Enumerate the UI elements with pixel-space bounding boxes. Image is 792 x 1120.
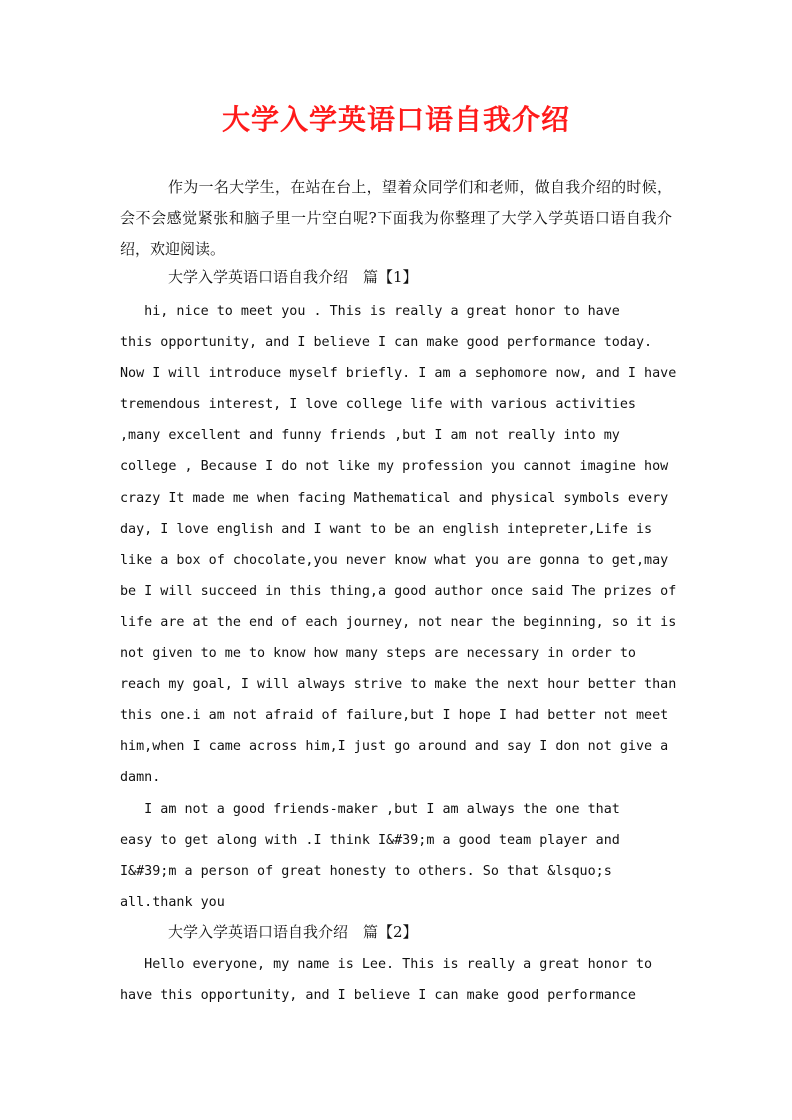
text-line: be I will succeed in this thing,a good author once said The prizes of: [120, 583, 677, 599]
text-line: crazy It made me when facing Mathematical and physical symbols every: [120, 490, 669, 506]
section-1-heading: 大学入学英语口语自我介绍 篇【1】: [168, 268, 418, 286]
text-line: this one.i am not afraid of failure,but I hope I had better not meet: [120, 708, 669, 724]
text-line: him,when I came across him,I just go around and say I don not give a: [120, 739, 669, 755]
text-line: I am not a good friends-maker ,but I am always the one that: [120, 802, 620, 817]
text-line: I&#39;m a person of great honesty to others. So that &lsquo;s: [120, 864, 612, 880]
text-line: damn.: [120, 770, 161, 786]
section-1-paragraph-2: [120, 794, 672, 918]
text-line: like a box of chocolate,you never know what you are gonna to get,may: [120, 552, 669, 568]
text-line: tremendous interest, I love college life with various activities: [120, 397, 636, 413]
text-line: college , Because I do not like my profession you cannot imagine how: [120, 459, 669, 475]
text-line: Now I will introduce myself briefly. I am a sephomore now, and I have: [120, 366, 677, 382]
text-line: day, I love english and I want to be an english intepreter,Life is: [120, 521, 653, 537]
document-title: 大学入学英语口语自我介绍: [221, 103, 570, 136]
text-line: have this opportunity, and I believe I can make good performance: [120, 988, 636, 1004]
intro-paragraph: 作为一名大学生，在站在台上，望着众同学们和老师，做自我介绍的时候，会不会感觉紧张和脑子里一片空白呢?下面我为你整理了大学入学英语口语自我介绍，欢迎阅读。: [120, 178, 672, 258]
text-line: reach my goal, I will always strive to make the next hour better than: [120, 677, 677, 693]
text-line: hi, nice to meet you . This is really a great honor to have: [120, 304, 620, 319]
section-1-paragraph-1: [120, 296, 677, 794]
text-line: easy to get along with .I think I&#39;m a good team player and: [120, 833, 620, 849]
text-line: all.thank you: [120, 895, 225, 911]
text-line: not given to me to know how many steps are necessary in order to: [120, 646, 636, 662]
section-2-heading: 大学入学英语口语自我介绍 篇【2】: [168, 923, 418, 941]
text-line: Hello everyone, my name is Lee. This is really a great honor to: [120, 957, 653, 972]
text-line: ,many excellent and funny friends ,but I am not really into my: [120, 428, 620, 444]
text-line: life are at the end of each journey, not near the beginning, so it is: [120, 614, 677, 630]
section-2-paragraph-1: [120, 949, 672, 1011]
text-line: this opportunity, and I believe I can make good performance today.: [120, 335, 653, 351]
